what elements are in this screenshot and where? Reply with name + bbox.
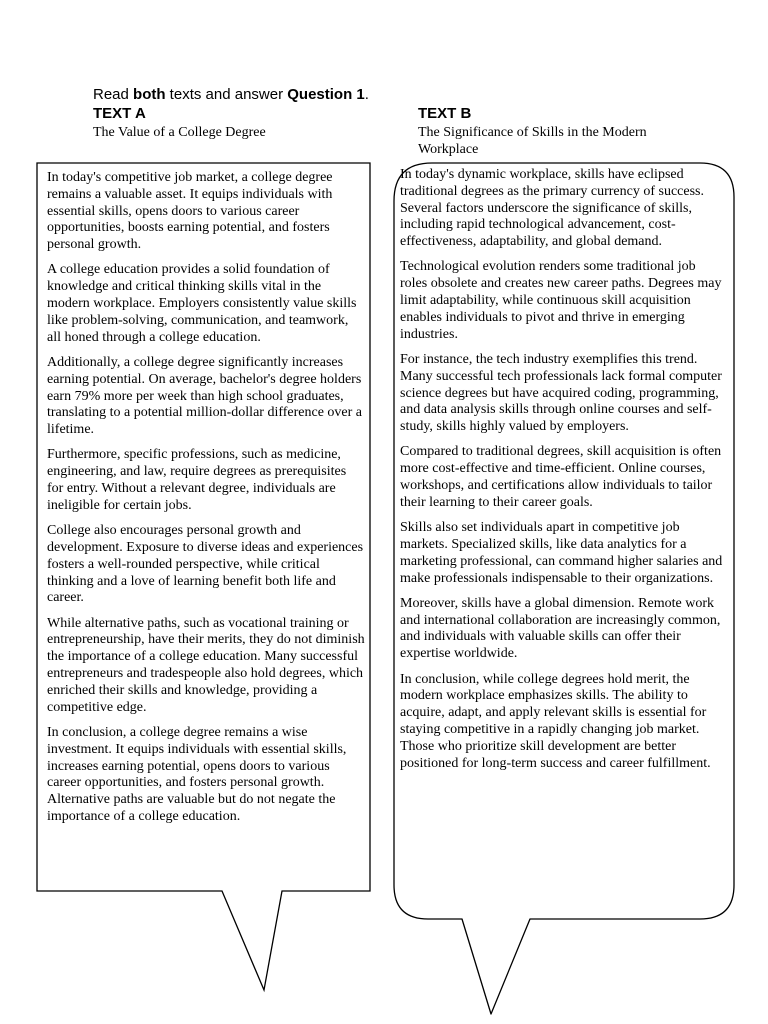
text-a-paragraph: Additionally, a college degree significantly increases earning potential. On average, bachelor's degree holders earn 79% more per week than high school graduates, translating to a potential million-dollar difference over a lifetime. bbox=[47, 354, 363, 438]
text-a-label: TEXT A bbox=[93, 105, 146, 122]
text-a-paragraph: While alternative paths, such as vocational training or entrepreneurship, have their merits, they do not diminish the importance of a college education. Many successful entrepreneurs and tradespeople also hold degrees, which enriched their skills and knowledge, providing a competitive edge. bbox=[47, 615, 365, 715]
instructions-bold-both: both bbox=[133, 86, 166, 103]
text-b-paragraph: Moreover, skills have a global dimension. Remote work and international collaboration are increasingly common, and individuals with valuable skills can offer their expertise worldwide. bbox=[400, 595, 721, 662]
instructions-suffix: . bbox=[364, 86, 369, 103]
instructions-bold-question: Question 1 bbox=[287, 86, 365, 103]
text-a-body bbox=[47, 170, 365, 834]
text-b-paragraph: For instance, the tech industry exemplifies this trend. Many successful tech professionals lack formal computer science degrees but have acquired coding, programming, and data analysis skills through online courses and self-study, skills highly valued by employers. bbox=[400, 351, 722, 435]
text-b-body bbox=[400, 167, 725, 781]
text-a-paragraph: Furthermore, specific professions, such as medicine, engineering, and law, require degrees as prerequisites for entry. Without a relevant degree, individuals are ineligible for certain jobs. bbox=[47, 447, 347, 513]
text-b-paragraph: In conclusion, while college degrees hold merit, the modern workplace emphasizes skills. The ability to acquire, adapt, and apply relevant skills is essential for staying competitive in a rapidly changing job market. Those who prioritize skill development are better positioned for long-term success and career fulfillment. bbox=[400, 671, 711, 771]
text-b-paragraph: In today's dynamic workplace, skills have eclipsed traditional degrees as the primary currency of success. Several factors underscore the significance of skills, including rapid technological advancement, cost-effectiveness, adaptability, and global demand. bbox=[400, 167, 704, 250]
text-b-paragraph: Skills also set individuals apart in competitive job markets. Specialized skills, like data analytics for a marketing professional, can command higher salaries and make professionals indispensable to their organizations. bbox=[400, 520, 723, 586]
text-a-paragraph: In today's competitive job market, a college degree remains a valuable asset. It equips individuals with essential skills, opens doors to various career opportunities, boosts earning potential, and fosters personal growth. bbox=[47, 170, 333, 253]
text-b-paragraph: Technological evolution renders some traditional job roles obsolete and creates new career paths. Degrees may limit adaptability, while continuous skill acquisition enables individuals to pivot and thrive in emerging industries. bbox=[400, 259, 722, 342]
text-b-label: TEXT B bbox=[418, 105, 472, 122]
text-a-paragraph: College also encourages personal growth and development. Exposure to diverse ideas and experiences fosters a well-rounded perspective, while critical thinking and a love of learning benefit both life and career. bbox=[47, 523, 364, 606]
text-a-paragraph: In conclusion, a college degree remains a wise investment. It equips individuals with essential skills, increases earning potential, opens doors to various career opportunities, and fosters personal growth. Alternative paths are valuable but do not negate the importance of a college education. bbox=[47, 724, 347, 824]
text-a-paragraph: A college education provides a solid foundation of knowledge and critical thinking skills vital in the modern workplace. Employers consistently value skills like problem-solving, communication, and teamwork, all honed through a college education. bbox=[47, 262, 357, 345]
text-b-title: The Significance of Skills in the Modern Workplace bbox=[418, 125, 647, 157]
instructions-prefix: Read bbox=[93, 86, 134, 103]
instructions-middle: texts and answer bbox=[165, 86, 288, 103]
text-a-title: The Value of a College Degree bbox=[93, 125, 266, 140]
text-b-paragraph: Compared to traditional degrees, skill acquisition is often more cost-effective and time-efficient. Online courses, workshops, and certifications allow individuals to tailor their learning to their career goals. bbox=[400, 444, 722, 510]
